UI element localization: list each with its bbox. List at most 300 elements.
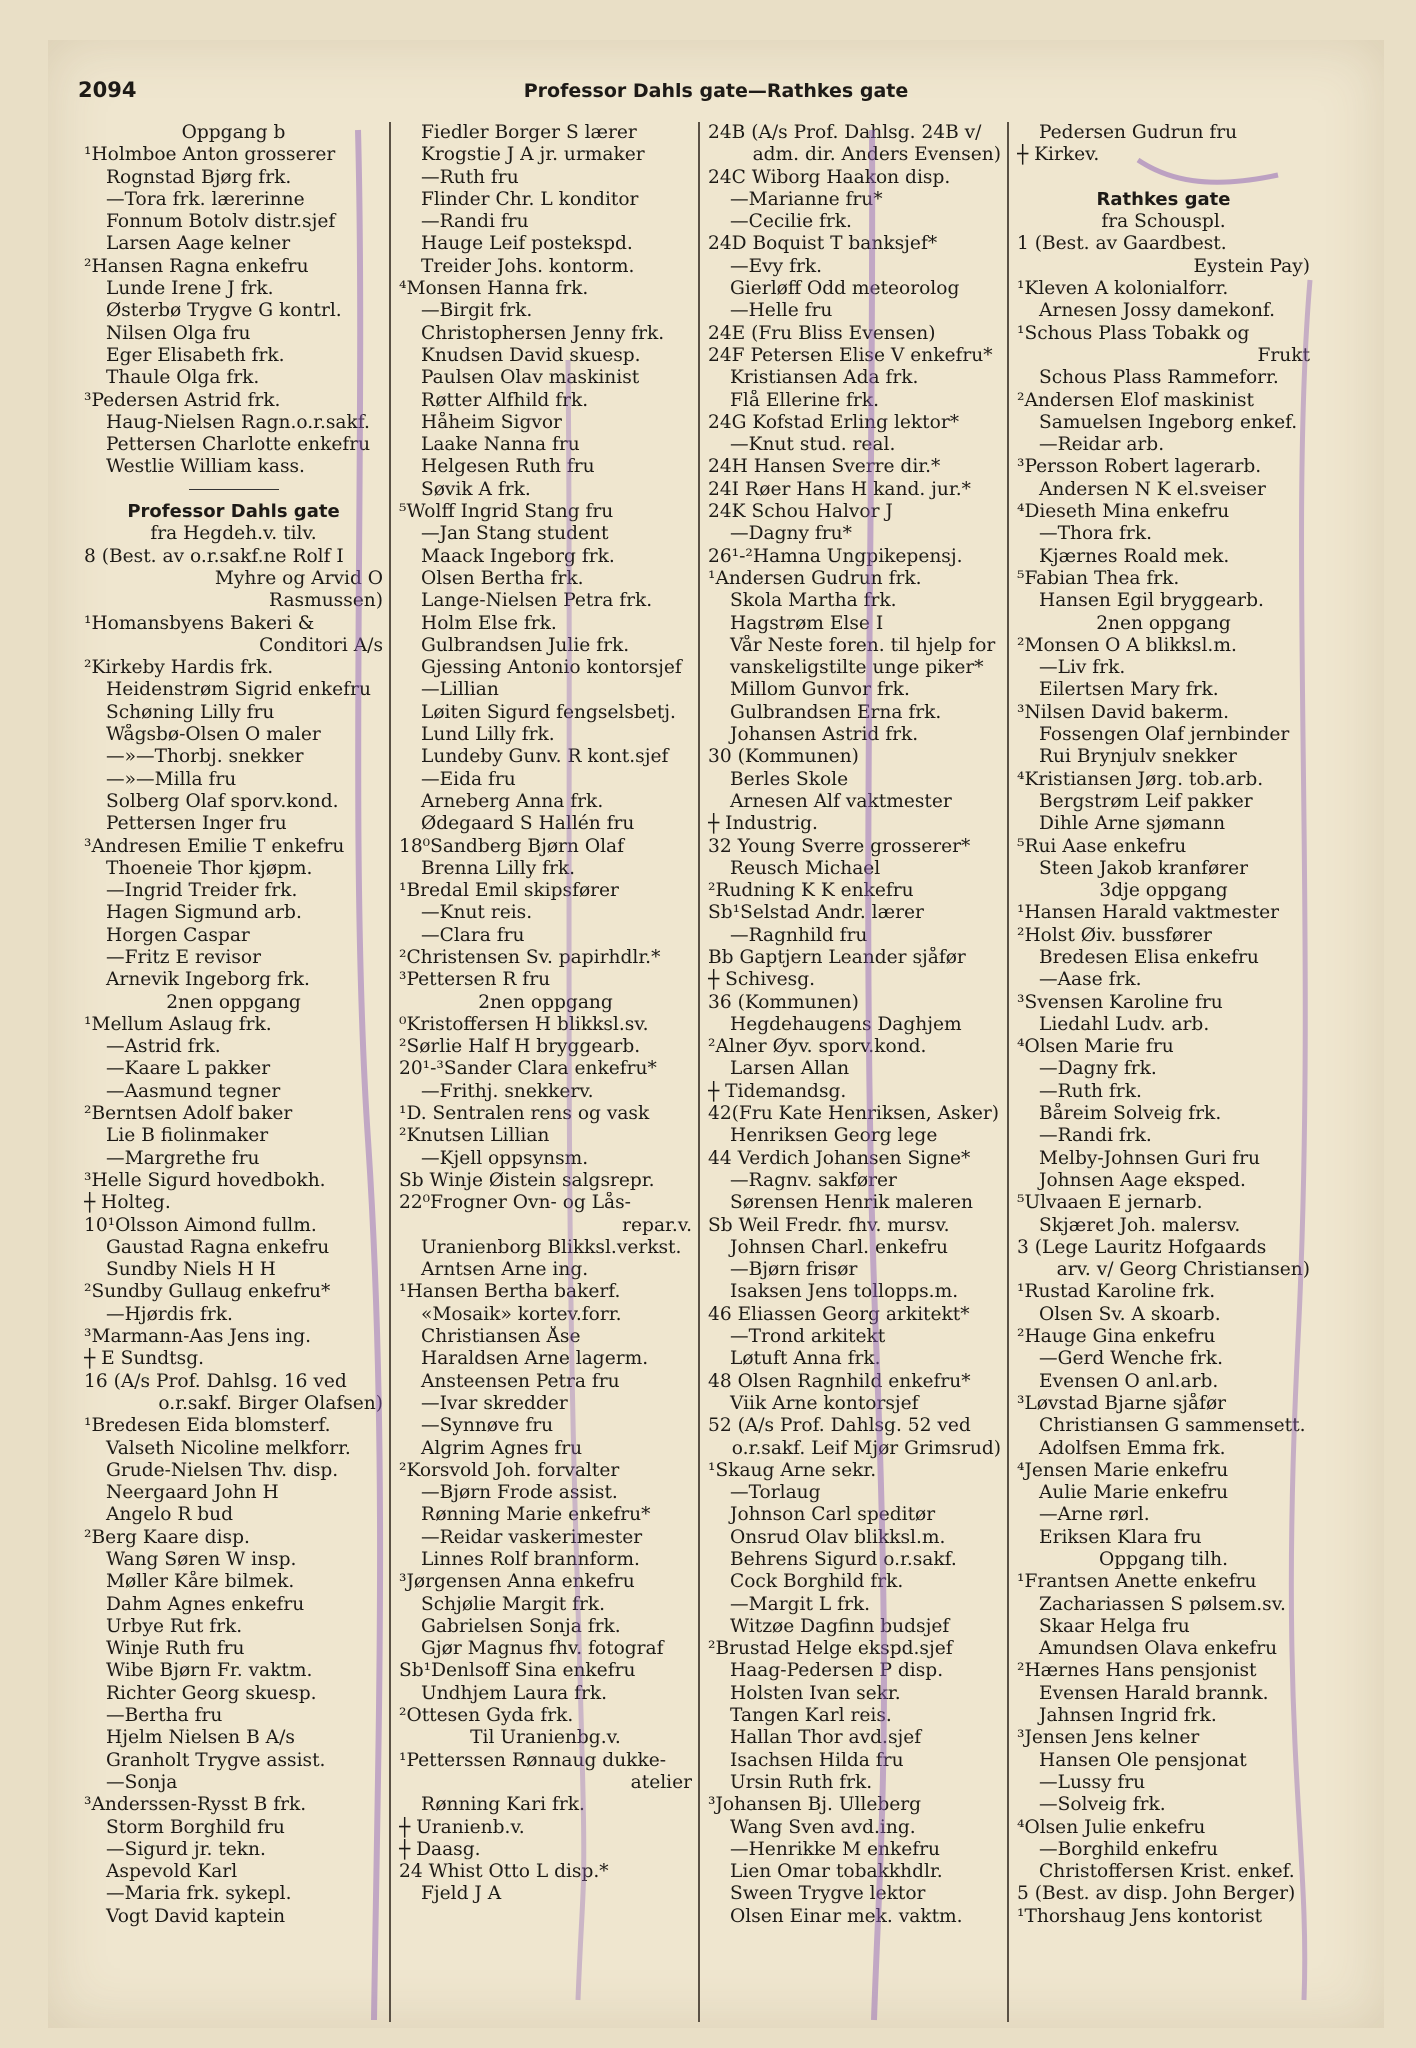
directory-line: ⁵Fabian Thea frk. bbox=[1017, 567, 1180, 589]
directory-line: —Tora frk. lærerinne bbox=[106, 188, 305, 210]
directory-line: Bergstrøm Leif pakker bbox=[1039, 790, 1253, 812]
directory-line: ⁴Olsen Julie enkefru bbox=[1017, 1816, 1206, 1838]
directory-line: repar.v. bbox=[622, 1214, 692, 1236]
directory-line: 20¹-³Sander Clara enkefru* bbox=[399, 1058, 657, 1080]
directory-line: ⁵Rui Aase enkefru bbox=[1017, 835, 1187, 857]
directory-line: Ursin Ruth frk. bbox=[730, 1771, 873, 1793]
directory-line: Gulbrandsen Erna frk. bbox=[730, 701, 942, 723]
directory-line: —Fritz E revisor bbox=[106, 946, 261, 968]
directory-line: Arntsen Arne ing. bbox=[421, 1259, 589, 1281]
directory-line: Haraldsen Arne lagerm. bbox=[421, 1348, 649, 1370]
directory-line: Isaksen Jens tollopps.m. bbox=[730, 1281, 959, 1303]
directory-line: 52 (A/s Prof. Dahlsg. 52 ved bbox=[708, 1415, 971, 1437]
directory-line: Larsen Aage kelner bbox=[106, 233, 291, 255]
directory-line: —Liv frk. bbox=[1039, 657, 1126, 679]
directory-line: Holsten Ivan sekr. bbox=[730, 1682, 901, 1704]
directory-line: —Kjell oppsynsm. bbox=[421, 1147, 589, 1169]
rule-line bbox=[189, 489, 279, 490]
directory-line: ¹Bredesen Eida blomsterf. bbox=[84, 1415, 331, 1437]
directory-line: Adolfsen Emma frk. bbox=[1039, 1437, 1226, 1459]
directory-line: 24E (Fru Bliss Evensen) bbox=[708, 322, 936, 344]
directory-line: Til Uranienbg.v. bbox=[470, 1727, 621, 1749]
directory-line: Haug-Nielsen Ragn.o.r.sakf. bbox=[106, 411, 370, 433]
directory-line: Hauge Leif postekspd. bbox=[421, 233, 633, 255]
directory-line: —Torlaug bbox=[730, 1482, 821, 1504]
directory-line: 3 (Lege Lauritz Hofgaards bbox=[1017, 1236, 1267, 1258]
directory-line: Lien Omar tobakkhdlr. bbox=[730, 1861, 943, 1883]
directory-line: ⁵Wolff Ingrid Stang fru bbox=[399, 501, 614, 523]
directory-line: Skjæret Joh. malersv. bbox=[1039, 1214, 1241, 1236]
directory-line: ²Sørlie Half H bryggearb. bbox=[399, 1036, 641, 1058]
directory-line: ³Anderssen-Rysst B frk. bbox=[84, 1794, 307, 1816]
directory-line: Lund Lilly frk. bbox=[421, 724, 555, 746]
directory-line: ⁰Kristoffersen H blikksl.sv. bbox=[399, 1013, 649, 1035]
directory-line: ¹Rustad Karoline frk. bbox=[1017, 1281, 1216, 1303]
directory-line: —Eida fru bbox=[421, 768, 516, 790]
directory-line: ¹Thorshaug Jens kontorist bbox=[1017, 1905, 1263, 1927]
directory-line: Myhre og Arvid O bbox=[214, 567, 383, 589]
directory-line: Lange-Nielsen Petra frk. bbox=[421, 590, 653, 612]
directory-line: Andersen N K el.sveiser bbox=[1039, 478, 1266, 500]
columns bbox=[80, 122, 1376, 2022]
directory-line: Christophersen Jenny frk. bbox=[421, 322, 665, 344]
directory-line: 24B (A/s Prof. Dahlsg. 24B v/ bbox=[708, 122, 982, 143]
directory-line: Fonnum Botolv distr.sjef bbox=[106, 211, 336, 233]
directory-line: atelier bbox=[630, 1771, 692, 1793]
directory-line: Henriksen Georg lege bbox=[730, 1125, 938, 1147]
directory-line: ²Ottesen Gyda frk. bbox=[399, 1705, 574, 1727]
directory-line: arv. v/ Georg Christiansen) bbox=[1056, 1259, 1310, 1281]
directory-line: ¹Kleven A kolonialforr. bbox=[1017, 278, 1229, 300]
directory-line: ¹Mellum Aslaug frk. bbox=[84, 1013, 272, 1035]
directory-line: Gabrielsen Sonja frk. bbox=[421, 1615, 621, 1637]
directory-line: Eriksen Klara fru bbox=[1039, 1526, 1202, 1548]
directory-line: ¹Petterssen Rønnaug dukke- bbox=[399, 1749, 667, 1771]
directory-line: 3dje oppgang bbox=[1099, 880, 1228, 902]
directory-line: —Cecilie frk. bbox=[730, 211, 852, 233]
directory-line: ²Berntsen Adolf baker bbox=[84, 1103, 293, 1125]
directory-line: Rønning Kari frk. bbox=[421, 1794, 585, 1816]
directory-line: «Mosaik» kortev.forr. bbox=[421, 1303, 622, 1325]
directory-line: Lie B fiolinmaker bbox=[106, 1125, 269, 1147]
directory-line: Løtuft Anna frk. bbox=[730, 1348, 881, 1370]
directory-line: adm. dir. Anders Evensen) bbox=[752, 144, 1001, 166]
directory-line: Maack Ingeborg frk. bbox=[421, 545, 615, 567]
directory-line: Samuelsen Ingeborg enkef. bbox=[1039, 411, 1298, 433]
directory-line: —Randi fru bbox=[421, 211, 529, 233]
directory-line: —Ragnv. sakfører bbox=[730, 1169, 897, 1191]
directory-line: Solberg Olaf sporv.kond. bbox=[106, 790, 339, 812]
directory-line: 26¹-²Hamna Ungpikepensj. bbox=[708, 545, 963, 567]
directory-line: 24I Røer Hans H kand. jur.* bbox=[708, 478, 971, 500]
directory-line: Fjeld J A bbox=[421, 1883, 502, 1905]
directory-line: o.r.sakf. Leif Mjør Grimsrud) bbox=[731, 1437, 1001, 1459]
directory-line: —Bjørn frisør bbox=[730, 1259, 858, 1281]
directory-line: Valseth Nicoline melkforr. bbox=[106, 1437, 351, 1459]
directory-line: Berles Skole bbox=[730, 768, 849, 790]
directory-line: ¹Holmboe Anton grosserer bbox=[84, 144, 336, 166]
directory-line: ²Kirkeby Hardis frk. bbox=[84, 657, 274, 679]
directory-line: —Ingrid Treider frk. bbox=[106, 880, 298, 902]
directory-line: Laake Nanna fru bbox=[421, 434, 580, 456]
directory-line: —Lussy fru bbox=[1039, 1771, 1146, 1793]
directory-line: Thaule Olga frk. bbox=[106, 367, 260, 389]
directory-line: ²Knutsen Lillian bbox=[399, 1125, 550, 1147]
directory-line: Urbye Rut frk. bbox=[106, 1615, 243, 1637]
directory-line: Hansen Ole pensjonat bbox=[1039, 1749, 1247, 1771]
directory-line: Fossengen Olaf jernbinder bbox=[1039, 724, 1290, 746]
directory-line: Sb Weil Fredr. fhv. mursv. bbox=[708, 1214, 950, 1236]
directory-line: ⁵Ulvaaen E jernarb. bbox=[1017, 1192, 1203, 1214]
directory-line: 24G Kofstad Erling lektor* bbox=[708, 411, 960, 433]
directory-line: 48 Olsen Ragnhild enkefru* bbox=[708, 1370, 971, 1392]
directory-line: —Astrid frk. bbox=[106, 1036, 221, 1058]
directory-line: —Henrikke M enkefru bbox=[730, 1838, 941, 1860]
directory-line: Hjelm Nielsen B A/s bbox=[106, 1727, 295, 1749]
directory-line: ³Persson Robert lagerarb. bbox=[1017, 456, 1262, 478]
directory-line: ²Berg Kaare disp. bbox=[84, 1526, 250, 1548]
page-header bbox=[78, 78, 1354, 108]
directory-line: Eger Elisabeth frk. bbox=[106, 344, 285, 366]
directory-line: 16 (A/s Prof. Dahlsg. 16 ved bbox=[84, 1370, 347, 1392]
directory-line: 2nen oppgang bbox=[1096, 612, 1231, 634]
directory-line: Rønning Marie enkefru* bbox=[421, 1504, 651, 1526]
directory-line: Schous Plass Rammeforr. bbox=[1039, 367, 1279, 389]
directory-line: —Reidar vaskerimester bbox=[421, 1526, 643, 1548]
directory-line: —Reidar arb. bbox=[1039, 434, 1165, 456]
directory-line: Oppgang tilh. bbox=[1098, 1549, 1229, 1570]
directory-line: 8 (Best. av o.r.sakf.ne Rolf I bbox=[84, 545, 344, 567]
directory-line: ³Løvstad Bjarne sjåfør bbox=[1017, 1392, 1227, 1414]
section-rule bbox=[84, 479, 383, 501]
directory-line: 18⁰Sandberg Bjørn Olaf bbox=[399, 835, 624, 857]
directory-line: ¹Hansen Harald vaktmester bbox=[1017, 902, 1280, 924]
directory-line: Rui Brynjulv snekker bbox=[1039, 746, 1237, 768]
directory-line: Olsen Einar mek. vaktm. bbox=[730, 1905, 963, 1927]
directory-line: ³Pettersen R fru bbox=[399, 969, 551, 991]
directory-line: Behrens Sigurd o.r.sakf. bbox=[730, 1549, 957, 1570]
directory-line: Arnevik Ingeborg frk. bbox=[106, 969, 310, 991]
directory-line: ¹D. Sentralen rens og vask bbox=[399, 1103, 650, 1125]
directory-line: Johansen Astrid frk. bbox=[730, 724, 919, 746]
directory-line: Conditori A/s bbox=[259, 634, 383, 656]
directory-line: Ødegaard S Hallén fru bbox=[421, 813, 635, 835]
directory-line: o.r.sakf. Birger Olafsen) bbox=[158, 1392, 383, 1414]
directory-line: Skola Martha frk. bbox=[730, 590, 897, 612]
column-4 bbox=[1007, 122, 1316, 2022]
directory-line: Oppgang b bbox=[181, 122, 286, 143]
directory-line: Pedersen Gudrun fru bbox=[1039, 122, 1238, 143]
directory-line: ²Christensen Sv. papirhdlr.* bbox=[399, 946, 661, 968]
directory-line: Gaustad Ragna enkefru bbox=[106, 1236, 330, 1258]
directory-line: ¹Homansbyens Bakeri & bbox=[84, 612, 315, 634]
directory-line: ³Nilsen David bakerm. bbox=[1017, 701, 1229, 723]
directory-line: —Knut reis. bbox=[421, 902, 533, 924]
directory-line: Algrim Agnes fru bbox=[421, 1437, 583, 1459]
directory-line: Løiten Sigurd fengselsbetj. bbox=[421, 701, 676, 723]
directory-line: ²Monsen O A blikksl.m. bbox=[1017, 634, 1237, 656]
directory-line: Dahm Agnes enkefru bbox=[106, 1593, 305, 1615]
directory-line: fra Schouspl. bbox=[1101, 211, 1226, 233]
directory-line: Granholt Trygve assist. bbox=[106, 1749, 326, 1771]
directory-line: 5 (Best. av disp. John Berger) bbox=[1017, 1883, 1296, 1905]
page-number: 2094 bbox=[78, 78, 137, 102]
directory-line: Olsen Bertha frk. bbox=[421, 567, 584, 589]
directory-line: Gjessing Antonio kontorsjef bbox=[421, 657, 682, 679]
directory-line: Millom Gunvor frk. bbox=[730, 679, 910, 701]
running-head: Professor Dahls gate—Rathkes gate bbox=[523, 80, 909, 102]
directory-line: Vogt David kaptein bbox=[106, 1905, 286, 1927]
directory-line: ³Pedersen Astrid frk. bbox=[84, 389, 281, 411]
directory-line: ┼ Industrig. bbox=[708, 813, 818, 835]
directory-line: Larsen Allan bbox=[730, 1058, 850, 1080]
directory-line: ⁴Jensen Marie enkefru bbox=[1017, 1459, 1229, 1481]
directory-line: Heidenstrøm Sigrid enkefru bbox=[106, 679, 371, 701]
directory-line: Flinder Chr. L konditor bbox=[421, 188, 639, 210]
directory-line: 24K Schou Halvor J bbox=[708, 501, 893, 523]
directory-line: ¹Bredal Emil skipsfører bbox=[399, 880, 619, 902]
directory-line: 24C Wiborg Haakon disp. bbox=[708, 166, 951, 188]
directory-line: —Solveig frk. bbox=[1039, 1794, 1166, 1816]
directory-line: —Margrethe fru bbox=[106, 1147, 260, 1169]
directory-line: Jahnsen Ingrid frk. bbox=[1039, 1705, 1217, 1727]
directory-line: ┼ Kirkev. bbox=[1017, 144, 1100, 166]
directory-line: 1 (Best. av Gaardbest. bbox=[1017, 233, 1227, 255]
directory-line: 42(Fru Kate Henriksen, Asker) bbox=[708, 1103, 999, 1125]
directory-line: Vår Neste foren. til hjelp for bbox=[730, 634, 996, 656]
directory-line: Undhjem Laura frk. bbox=[421, 1682, 608, 1704]
directory-line: ┼ Uranienb.v. bbox=[399, 1816, 525, 1838]
directory-line: —Frithj. snekkerv. bbox=[421, 1080, 594, 1102]
directory-line: Sundby Niels H H bbox=[106, 1259, 276, 1281]
directory-line: ³Jensen Jens kelner bbox=[1017, 1727, 1200, 1749]
directory-line: ³Marmann-Aas Jens ing. bbox=[84, 1326, 312, 1348]
column-1 bbox=[80, 122, 389, 2022]
directory-line: Håheim Sigvor bbox=[421, 411, 562, 433]
directory-line: ²Hærnes Hans pensjonist bbox=[1017, 1660, 1257, 1682]
directory-line: Hagstrøm Else I bbox=[730, 612, 884, 634]
directory-line: —Arne rørl. bbox=[1039, 1504, 1150, 1526]
directory-line: ¹Skaug Arne sekr. bbox=[708, 1459, 877, 1481]
directory-line: Schjølie Margit frk. bbox=[421, 1593, 606, 1615]
directory-line bbox=[1017, 167, 1310, 189]
directory-line: Hansen Egil bryggearb. bbox=[1039, 590, 1264, 612]
directory-line: Møller Kåre bilmek. bbox=[106, 1571, 295, 1593]
directory-line: —Sigurd jr. tekn. bbox=[106, 1838, 266, 1860]
directory-line: Gulbrandsen Julie frk. bbox=[421, 634, 630, 656]
directory-line: Angelo R bud bbox=[106, 1504, 234, 1526]
directory-line: 24D Boquist T banksjef* bbox=[708, 233, 938, 255]
directory-line: Wang Sven avd.ing. bbox=[730, 1816, 916, 1838]
directory-line: Aspevold Karl bbox=[106, 1861, 238, 1883]
directory-line: Sørensen Henrik maleren bbox=[730, 1192, 973, 1214]
directory-line: Helgesen Ruth fru bbox=[421, 456, 595, 478]
directory-line: ³Johansen Bj. Ulleberg bbox=[708, 1794, 922, 1816]
directory-line: Østerbø Trygve G kontrl. bbox=[106, 300, 342, 322]
directory-line: —Evy frk. bbox=[730, 255, 823, 277]
directory-line: —Aasmund tegner bbox=[106, 1080, 281, 1102]
directory-line: vanskeligstilte unge piker* bbox=[730, 657, 984, 679]
directory-line: ²Hansen Ragna enkefru bbox=[84, 255, 309, 277]
directory-page bbox=[48, 40, 1384, 2028]
directory-line: Aulie Marie enkefru bbox=[1039, 1482, 1229, 1504]
directory-line: Reusch Michael bbox=[730, 857, 881, 879]
directory-line: ⁴Olsen Marie fru bbox=[1017, 1036, 1174, 1058]
directory-line: Røtter Alfhild frk. bbox=[421, 389, 589, 411]
directory-line: ³Helle Sigurd hovedbokh. bbox=[84, 1169, 326, 1191]
directory-line: —Hjørdis frk. bbox=[106, 1303, 233, 1325]
directory-line: —Birgit frk. bbox=[421, 300, 533, 322]
street-heading: Professor Dahls gate bbox=[127, 501, 340, 523]
directory-line: Zachariassen S pølsem.sv. bbox=[1039, 1593, 1286, 1615]
directory-line: Knudsen David skuesp. bbox=[421, 344, 641, 366]
directory-line: Paulsen Olav maskinist bbox=[421, 367, 640, 389]
directory-line: Uranienborg Blikksl.verkst. bbox=[421, 1236, 682, 1258]
directory-line: ²Holst Øiv. bussfører bbox=[1017, 924, 1212, 946]
directory-line: —Ruth frk. bbox=[1039, 1080, 1142, 1102]
directory-line: Liedahl Ludv. arb. bbox=[1039, 1013, 1210, 1035]
directory-line: ¹Andersen Gudrun frk. bbox=[708, 567, 922, 589]
directory-line: Båreim Solveig frk. bbox=[1039, 1103, 1222, 1125]
directory-line: Gjør Magnus fhv. fotograf bbox=[421, 1638, 664, 1660]
directory-line: —Dagny fru* bbox=[730, 523, 852, 545]
directory-line: 2nen oppgang bbox=[166, 991, 301, 1013]
directory-line: —Clara fru bbox=[421, 924, 525, 946]
directory-line: —Dagny frk. bbox=[1039, 1058, 1157, 1080]
directory-line: Witzøe Dagfinn budsjef bbox=[730, 1615, 950, 1637]
directory-line: Ansteensen Petra fru bbox=[421, 1370, 620, 1392]
directory-line: Gierløff Odd meteorolog bbox=[730, 278, 960, 300]
directory-line: Brenna Lilly frk. bbox=[421, 857, 576, 879]
directory-line: ┼ Tidemandsg. bbox=[708, 1080, 847, 1102]
directory-line: ²Andersen Elof maskinist bbox=[1017, 389, 1254, 411]
directory-line: Wang Søren W insp. bbox=[106, 1549, 297, 1570]
directory-line: Haag-Pedersen P disp. bbox=[730, 1660, 944, 1682]
column-3 bbox=[698, 122, 1007, 2022]
directory-line: ┼ Holteg. bbox=[84, 1192, 171, 1214]
directory-line: ³Jørgensen Anna enkefru bbox=[399, 1571, 635, 1593]
directory-line: —Randi frk. bbox=[1039, 1125, 1152, 1147]
directory-line: Sween Trygve lektor bbox=[730, 1883, 926, 1905]
directory-line: ³Svensen Karoline fru bbox=[1017, 991, 1223, 1013]
directory-line: 44 Verdich Johansen Signe* bbox=[708, 1147, 971, 1169]
directory-line: ¹Schous Plass Tobakk og bbox=[1017, 322, 1250, 344]
directory-line: Nilsen Olga fru bbox=[106, 322, 251, 344]
directory-line: ¹Frantsen Anette enkefru bbox=[1017, 1571, 1257, 1593]
directory-line: Storm Borghild fru bbox=[106, 1816, 285, 1838]
directory-line: Sb Winje Øistein salgsrepr. bbox=[399, 1169, 655, 1191]
directory-line: 24H Hansen Sverre dir.* bbox=[708, 456, 941, 478]
directory-line: Pettersen Charlotte enkefru bbox=[106, 434, 371, 456]
directory-line: Kjærnes Roald mek. bbox=[1039, 545, 1230, 567]
directory-line: —Marianne fru* bbox=[730, 188, 883, 210]
directory-line: 24F Petersen Elise V enkefru* bbox=[708, 344, 993, 366]
directory-line: Eilertsen Mary frk. bbox=[1039, 679, 1219, 701]
directory-line: Christiansen G sammensett. bbox=[1039, 1415, 1306, 1437]
directory-line: Wågsbø-Olsen O maler bbox=[106, 724, 321, 746]
directory-line: Cock Borghild frk. bbox=[730, 1571, 904, 1593]
directory-line: 32 Young Sverre grosserer* bbox=[708, 835, 971, 857]
directory-line: Sb¹Denlsoff Sina enkefru bbox=[399, 1660, 636, 1682]
directory-line: fra Hegdeh.v. tilv. bbox=[150, 523, 317, 545]
directory-line: —Ivar skredder bbox=[421, 1392, 568, 1414]
directory-line: —Kaare L pakker bbox=[106, 1058, 271, 1080]
directory-line: Fiedler Borger S lærer bbox=[421, 122, 637, 143]
directory-line: Arnesen Jossy damekonf. bbox=[1039, 300, 1276, 322]
directory-line: Thoeneie Thor kjøpm. bbox=[106, 857, 313, 879]
directory-line: —Margit L frk. bbox=[730, 1593, 871, 1615]
directory-line: Olsen Sv. A skoarb. bbox=[1039, 1303, 1221, 1325]
directory-line: 46 Eliassen Georg arkitekt* bbox=[708, 1303, 970, 1325]
directory-line: —Ruth fru bbox=[421, 166, 519, 188]
directory-line: —Synnøve fru bbox=[421, 1415, 554, 1437]
directory-line: Amundsen Olava enkefru bbox=[1039, 1638, 1278, 1660]
directory-line: Evensen Harald brannk. bbox=[1039, 1682, 1269, 1704]
directory-line: —Bertha fru bbox=[106, 1705, 223, 1727]
directory-line: Horgen Caspar bbox=[106, 924, 250, 946]
directory-line: Skaar Helga fru bbox=[1039, 1615, 1190, 1637]
directory-line: Hegdehaugens Daghjem bbox=[730, 1013, 962, 1035]
directory-line: Neergaard John H bbox=[106, 1482, 279, 1504]
directory-line: Rasmussen) bbox=[269, 590, 383, 612]
directory-line: Linnes Rolf brannform. bbox=[421, 1549, 640, 1570]
directory-line: ┼ Daasg. bbox=[399, 1838, 481, 1860]
directory-line: Pettersen Inger fru bbox=[106, 813, 287, 835]
directory-line: Wibe Bjørn Fr. vaktm. bbox=[106, 1660, 313, 1682]
directory-line: Isachsen Hilda fru bbox=[730, 1749, 904, 1771]
directory-line: ⁴Dieseth Mina enkefru bbox=[1017, 501, 1230, 523]
directory-line: —Borghild enkefru bbox=[1039, 1838, 1218, 1860]
directory-line: Rognstad Bjørg frk. bbox=[106, 166, 292, 188]
directory-line: Hagen Sigmund arb. bbox=[106, 902, 302, 924]
directory-line: —Ragnhild fru bbox=[730, 924, 868, 946]
directory-line: ²Sundby Gullaug enkefru* bbox=[84, 1281, 331, 1303]
directory-line: Grude-Nielsen Thv. disp. bbox=[106, 1459, 339, 1481]
directory-line: —Lillian bbox=[421, 679, 499, 701]
directory-line: —»—Thorbj. snekker bbox=[106, 746, 304, 768]
directory-line: Schøning Lilly fru bbox=[106, 701, 275, 723]
directory-line: ³Andresen Emilie T enkefru bbox=[84, 835, 345, 857]
directory-line: Kristiansen Ada frk. bbox=[730, 367, 919, 389]
directory-line: Bredesen Elisa enkefru bbox=[1039, 946, 1259, 968]
directory-line: Bb Gaptjern Leander sjåfør bbox=[708, 946, 966, 968]
directory-line: Steen Jakob kranfører bbox=[1039, 857, 1248, 879]
directory-line: Johnsen Aage eksped. bbox=[1039, 1169, 1246, 1191]
directory-line: —Helle fru bbox=[730, 300, 833, 322]
directory-line: 22⁰Frogner Ovn- og Lås- bbox=[399, 1192, 631, 1214]
directory-line: Lundeby Gunv. R kont.sjef bbox=[421, 746, 669, 768]
directory-line: Tangen Karl reis. bbox=[730, 1705, 892, 1727]
directory-line: —Jan Stang student bbox=[421, 523, 609, 545]
directory-line: —Knut stud. real. bbox=[730, 434, 896, 456]
column-2 bbox=[389, 122, 698, 2022]
directory-line: Winje Ruth fru bbox=[106, 1638, 245, 1660]
directory-line: 2nen oppgang bbox=[478, 991, 613, 1013]
directory-line: Dihle Arne sjømann bbox=[1039, 813, 1226, 835]
directory-line: ┼ E Sundtsg. bbox=[84, 1348, 205, 1370]
directory-line: ²Alner Øyv. sporv.kond. bbox=[708, 1036, 927, 1058]
directory-line: 30 (Kommunen) bbox=[708, 746, 859, 768]
directory-line: ⁴Monsen Hanna frk. bbox=[399, 278, 589, 300]
directory-line: Arneberg Anna frk. bbox=[421, 790, 604, 812]
directory-line: Eystein Pay) bbox=[1193, 255, 1310, 277]
directory-line: Westlie William kass. bbox=[106, 456, 305, 478]
directory-line: Christiansen Åse bbox=[421, 1326, 581, 1348]
directory-line: Søvik A frk. bbox=[421, 478, 531, 500]
directory-line: Melby-Johnsen Guri fru bbox=[1039, 1147, 1261, 1169]
directory-line: —»—Milla fru bbox=[106, 768, 237, 790]
directory-line: —Aase frk. bbox=[1039, 969, 1142, 991]
